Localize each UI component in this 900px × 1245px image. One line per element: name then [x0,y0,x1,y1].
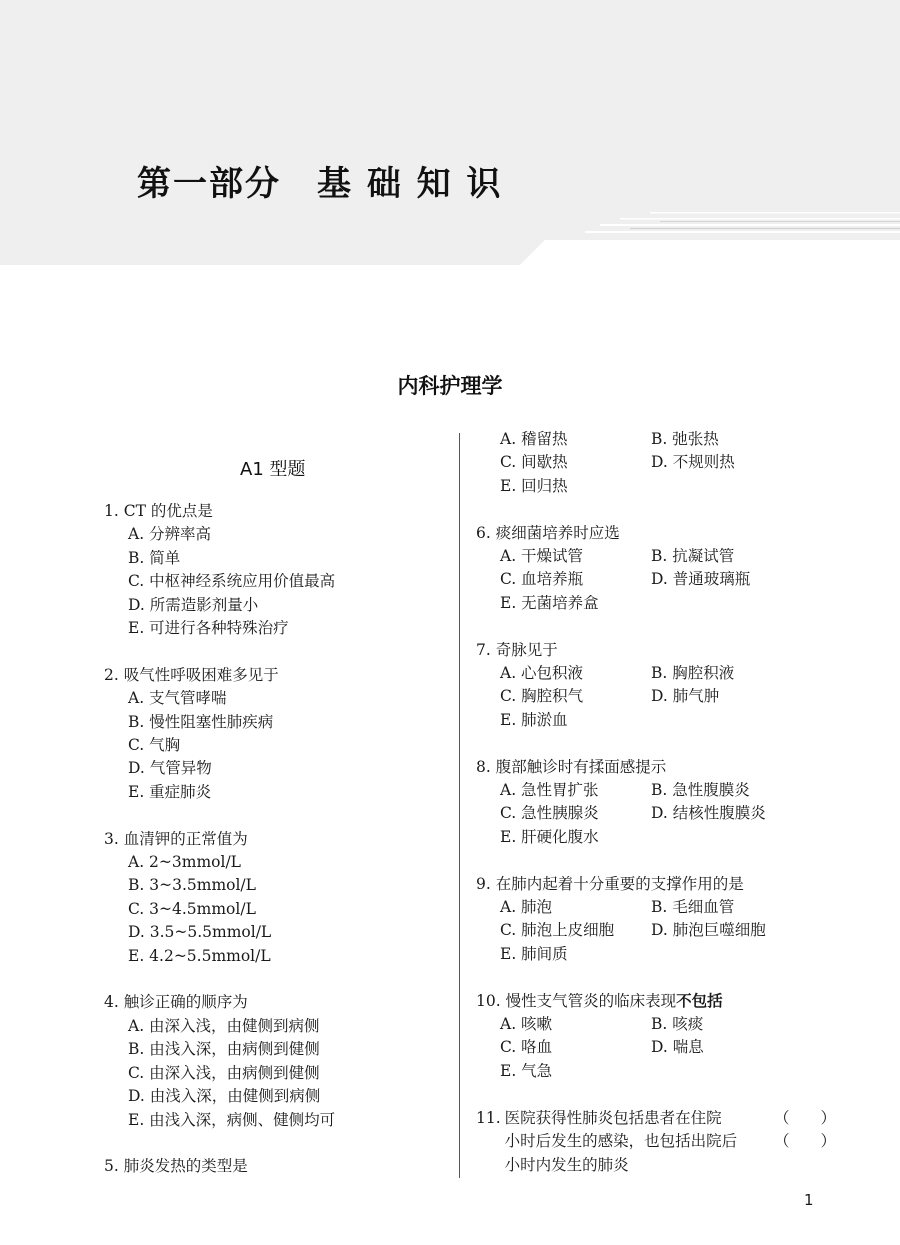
option: C. 血培养瓶 [500,570,584,589]
option: C. 肺泡上皮细胞 [500,921,615,940]
question-number: 10. [476,991,501,1010]
question-5-options [476,428,836,498]
option: C. 中枢神经系统应用价值最高 [128,572,336,591]
option: B. 急性腹膜炎 [651,781,750,800]
option: E. 4.2~5.5mmol/L [128,946,271,965]
question-9 [476,873,836,967]
option: D. 肺泡巨噬细胞 [651,921,766,940]
answer-blank: （ ） [773,1132,836,1151]
question-number: 3. [104,829,119,848]
option: D. 3.5~5.5mmol/L [128,923,272,942]
option: C. 3~4.5mmol/L [128,899,256,918]
option: D. 普通玻璃瓶 [651,570,751,589]
question-5 [104,1155,444,1178]
option: A. 咳嗽 [500,1015,553,1034]
option: E. 肺淤血 [500,710,568,729]
subject-title: 内科护理学 [397,374,503,398]
page-number: 1 [804,1191,814,1209]
option: D. 不规则热 [651,453,735,472]
option: B. 抗凝试管 [651,547,735,566]
question-1 [104,500,444,640]
option: D. 肺气肿 [651,687,720,706]
question-7 [476,639,836,733]
left-column [104,500,444,1179]
column-divider [459,433,460,1178]
question-stem-line: 医院获得性肺炎包括患者在住院 [504,1108,722,1127]
decorative-stripes [0,0,900,265]
option: E. 可进行各种特殊治疗 [128,619,289,638]
question-stem: 肺炎发热的类型是 [123,1157,248,1176]
question-stem: 腹部触诊时有揉面感提示 [495,757,667,776]
option: C. 间歇热 [500,453,568,472]
answer-blank: （ ） [773,1108,836,1127]
option: B. 3~3.5mmol/L [128,876,256,895]
question-stem: 触诊正确的顺序为 [123,993,248,1012]
part-title: 第一部分 基 础 知 识 [137,164,503,204]
option: E. 肝硬化腹水 [500,827,599,846]
option: D. 结核性腹膜炎 [651,804,766,823]
option: D. 喘息 [651,1038,704,1057]
option: D. 所需造影剂量小 [128,595,259,614]
question-number: 9. [476,874,491,893]
option: C. 胸腔积气 [500,687,584,706]
option: A. 稽留热 [500,430,568,448]
question-stem-line: 小时内发生的肺炎 [504,1155,629,1174]
option: A. 心包积液 [500,664,584,683]
question-stem: CT 的优点是 [123,502,213,520]
question-6 [476,522,836,616]
question-number: 4. [104,993,119,1012]
question-2 [104,664,444,804]
option: B. 慢性阻塞性肺疾病 [128,712,274,731]
question-8 [476,756,836,850]
question-number: 11. [476,1108,501,1127]
question-number: 8. [476,757,491,776]
option: C. 咯血 [500,1038,553,1057]
question-11 [476,1107,836,1177]
question-stem: 慢性支气管炎的临床表现 [505,991,677,1010]
option: B. 简单 [128,548,181,567]
question-number: 5. [104,1157,119,1176]
option: E. 气急 [500,1061,553,1080]
option: E. 重症肺炎 [128,782,212,801]
question-10 [476,990,836,1084]
question-4 [104,991,444,1131]
option: A. 干燥试管 [500,547,584,566]
question-number: 6. [476,523,491,542]
option: C. 急性胰腺炎 [500,804,599,823]
option: B. 弛张热 [651,430,719,448]
option: D. 由浅入深，由健侧到病侧 [128,1087,321,1106]
question-stem: 吸气性呼吸困难多见于 [123,665,279,684]
question-number: 2. [104,665,119,684]
option: D. 气管异物 [128,759,212,778]
option: B. 咳痰 [651,1015,704,1034]
option: B. 胸腔积液 [651,664,735,683]
option: A. 支气管哮喘 [128,689,227,708]
option: C. 气胸 [128,736,181,755]
question-number: 1. [104,502,119,520]
question-type-title: A1 型题 [240,459,306,480]
right-column [476,428,836,1177]
option: B. 毛细血管 [651,898,735,917]
option: E. 回归热 [500,476,568,495]
question-stem-emphasis: 不包括 [676,991,723,1010]
option: E. 肺间质 [500,944,568,963]
option: A. 2~3mmol/L [128,853,241,872]
question-stem: 在肺内起着十分重要的支撑作用的是 [495,874,744,893]
option: A. 急性胃扩张 [500,781,599,800]
option: A. 分辨率高 [128,525,212,544]
question-stem: 痰细菌培养时应选 [495,523,620,542]
option: B. 由浅入深，由病侧到健侧 [128,1040,320,1059]
option: A. 肺泡 [500,898,553,917]
question-number: 7. [476,640,491,659]
question-3 [104,828,444,968]
option: E. 无菌培养盒 [500,593,599,612]
question-stem: 奇脉见于 [495,640,558,659]
question-stem-line: 小时后发生的感染，也包括出院后 [504,1132,738,1151]
option: E. 由浅入深，病侧、健侧均可 [128,1110,336,1129]
option: C. 由深入浅，由病侧到健侧 [128,1063,320,1082]
option: A. 由深入浅，由健侧到病侧 [128,1016,320,1035]
question-stem: 血清钾的正常值为 [123,829,248,848]
